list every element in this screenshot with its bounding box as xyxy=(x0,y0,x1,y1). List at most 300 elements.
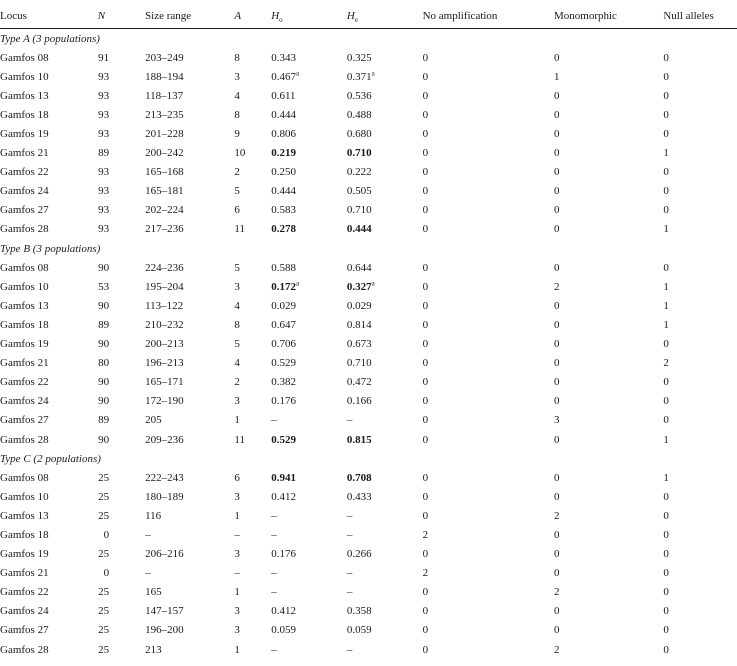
cell-he-value: 0.472 xyxy=(346,376,372,389)
cell-no-amplification: 0 xyxy=(422,108,429,121)
cell-n: 25 xyxy=(98,548,110,561)
cell-monomorphic: 0 xyxy=(554,204,560,217)
cell-null-alleles: 1 xyxy=(663,280,669,293)
cell-he xyxy=(347,220,423,239)
cell-n: 93 xyxy=(98,204,110,217)
cell-monomorphic: 0 xyxy=(554,490,560,503)
cell-a: 8 xyxy=(234,51,240,64)
cell-he-value: 0.673 xyxy=(346,338,372,351)
cell-no-amplification: 0 xyxy=(422,280,429,293)
cell-n: 25 xyxy=(98,643,110,656)
cell-ho-value: 0.588 xyxy=(271,261,296,274)
cell-he-value: 0.059 xyxy=(346,624,372,637)
cell-null-alleles: 0 xyxy=(663,643,669,656)
table-row xyxy=(0,335,737,354)
cell-no-amplification: 0 xyxy=(422,605,429,618)
cell-he-value: 0.433 xyxy=(346,490,372,503)
table-row xyxy=(0,468,737,487)
cell-a: 3 xyxy=(234,395,240,408)
cell-null-alleles: 0 xyxy=(663,624,669,637)
header-a-symbol: A xyxy=(234,10,242,22)
table-row xyxy=(0,48,737,67)
cell-a: 4 xyxy=(234,357,240,370)
cell-n: 80 xyxy=(98,357,110,370)
cell-no-amplification: 0 xyxy=(422,261,429,274)
cell-ho-value: 0.219 xyxy=(271,147,296,160)
table-row xyxy=(0,86,737,105)
section-heading-row xyxy=(0,29,737,49)
cell-n: 93 xyxy=(98,108,110,121)
cell-no-amplification: 0 xyxy=(422,89,429,102)
cell-locus: Gamfos 08 xyxy=(0,261,49,274)
cell-locus: Gamfos 21 xyxy=(0,147,49,160)
cell-he-value: – xyxy=(346,414,353,427)
cell-size-range: 118–137 xyxy=(145,89,184,102)
cell-size-range: 213–235 xyxy=(145,108,184,121)
cell-he xyxy=(347,86,423,105)
table-row xyxy=(0,640,737,659)
cell-ho xyxy=(271,105,347,124)
cell-he-value: – xyxy=(346,586,353,599)
cell-locus: Gamfos 27 xyxy=(0,624,49,637)
cell-ho xyxy=(271,430,347,449)
cell-ho-value: – xyxy=(271,414,277,427)
cell-a: 6 xyxy=(234,471,240,484)
cell-no-amplification: 0 xyxy=(422,147,429,160)
cell-locus: Gamfos 22 xyxy=(0,586,49,599)
cell-ho-value: – xyxy=(271,586,277,599)
cell-no-amplification: 0 xyxy=(422,223,429,236)
cell-he-value: 0.644 xyxy=(346,261,372,274)
cell-ho xyxy=(271,86,347,105)
cell-n: 90 xyxy=(98,338,110,351)
cell-ho-value: 0.172 xyxy=(271,280,296,293)
cell-size-range: 217–236 xyxy=(145,223,184,236)
cell-a: 8 xyxy=(234,108,240,121)
cell-n: 89 xyxy=(98,414,110,427)
cell-null-alleles: 1 xyxy=(663,471,669,484)
table-row xyxy=(0,411,737,430)
section-heading-row xyxy=(0,239,737,258)
cell-n: 25 xyxy=(98,624,110,637)
cell-n: 93 xyxy=(98,89,110,102)
cell-no-amplification: 0 xyxy=(422,166,429,179)
cell-a: 1 xyxy=(234,509,240,522)
cell-monomorphic: 0 xyxy=(554,357,560,370)
cell-he-footnote: a xyxy=(371,69,375,78)
cell-monomorphic: 0 xyxy=(554,624,560,637)
cell-no-amplification: 0 xyxy=(422,548,429,561)
cell-size-range: 201–228 xyxy=(145,128,184,141)
cell-monomorphic: 0 xyxy=(554,318,560,331)
section-title: Type B (3 populations) xyxy=(0,242,101,255)
cell-no-amplification: 0 xyxy=(422,509,429,522)
cell-no-amplification: 0 xyxy=(422,471,429,484)
cell-he-value: 0.325 xyxy=(346,51,372,64)
cell-n: 93 xyxy=(98,166,110,179)
cell-monomorphic: 3 xyxy=(554,414,560,427)
cell-locus: Gamfos 28 xyxy=(0,643,49,656)
cell-n: 90 xyxy=(98,299,110,312)
cell-monomorphic: 0 xyxy=(554,185,560,198)
cell-he xyxy=(347,564,423,583)
cell-ho-value: 0.382 xyxy=(271,376,296,389)
cell-monomorphic: 0 xyxy=(554,166,560,179)
header-he-sub: e xyxy=(354,16,358,25)
cell-size-range: 172–190 xyxy=(145,395,184,408)
cell-size-range: 196–213 xyxy=(145,357,184,370)
cell-he-value: 0.710 xyxy=(346,147,372,160)
cell-ho-value: 0.343 xyxy=(271,51,296,64)
cell-no-amplification: 0 xyxy=(422,299,429,312)
cell-ho-value: 0.250 xyxy=(271,166,296,179)
cell-ho xyxy=(271,258,347,277)
cell-n: 25 xyxy=(98,471,110,484)
header-locus: Locus xyxy=(0,10,27,22)
cell-null-alleles: 1 xyxy=(663,433,669,446)
cell-he xyxy=(347,430,423,449)
cell-monomorphic: 2 xyxy=(554,586,560,599)
cell-a: 4 xyxy=(234,89,240,102)
cell-null-alleles: 0 xyxy=(663,261,669,274)
cell-n: 91 xyxy=(98,51,110,64)
cell-he xyxy=(347,621,423,640)
header-no-amplification: No amplification xyxy=(422,10,498,22)
cell-ho xyxy=(271,373,347,392)
cell-null-alleles: 0 xyxy=(663,185,669,198)
cell-ho xyxy=(271,583,347,602)
cell-size-range: 113–122 xyxy=(145,299,184,312)
cell-n: 93 xyxy=(98,128,110,141)
cell-ho xyxy=(271,48,347,67)
cell-a: – xyxy=(234,528,240,541)
cell-monomorphic: 0 xyxy=(554,471,560,484)
cell-null-alleles: 0 xyxy=(663,166,669,179)
cell-monomorphic: 0 xyxy=(554,147,560,160)
cell-he xyxy=(347,277,423,296)
cell-ho-value: 0.059 xyxy=(271,624,296,637)
cell-he xyxy=(347,487,423,506)
cell-null-alleles: 0 xyxy=(663,490,669,503)
cell-monomorphic: 0 xyxy=(554,548,560,561)
cell-monomorphic: 2 xyxy=(554,643,560,656)
cell-null-alleles: 1 xyxy=(663,299,669,312)
cell-size-range: 116 xyxy=(145,509,162,522)
cell-he xyxy=(347,105,423,124)
cell-null-alleles: 0 xyxy=(663,51,669,64)
cell-he-value: 0.266 xyxy=(346,548,372,561)
cell-size-range: 165–181 xyxy=(145,185,184,198)
cell-monomorphic: 0 xyxy=(554,261,560,274)
header-row xyxy=(0,4,737,29)
cell-ho xyxy=(271,525,347,544)
cell-a: 9 xyxy=(234,128,240,141)
cell-null-alleles: 0 xyxy=(663,108,669,121)
header-monomorphic: Monomorphic xyxy=(554,10,617,22)
cell-ho xyxy=(271,220,347,239)
cell-ho-value: 0.941 xyxy=(271,471,296,484)
cell-locus: Gamfos 24 xyxy=(0,605,49,618)
cell-he xyxy=(347,411,423,430)
cell-null-alleles: 0 xyxy=(663,70,669,83)
table-row xyxy=(0,163,737,182)
cell-he xyxy=(347,163,423,182)
cell-a: 3 xyxy=(234,490,240,503)
cell-ho-value: 0.444 xyxy=(271,108,296,121)
cell-n: 90 xyxy=(98,376,110,389)
cell-monomorphic: 0 xyxy=(554,338,560,351)
cell-ho xyxy=(271,67,347,86)
header-null-alleles: Null alleles xyxy=(663,10,714,22)
cell-locus: Gamfos 24 xyxy=(0,185,49,198)
cell-monomorphic: 0 xyxy=(554,108,560,121)
cell-n: 53 xyxy=(98,280,110,293)
cell-ho-value: 0.583 xyxy=(271,204,296,217)
cell-a: 3 xyxy=(234,605,240,618)
cell-he xyxy=(347,373,423,392)
cell-no-amplification: 0 xyxy=(422,185,429,198)
cell-locus: Gamfos 18 xyxy=(0,108,49,121)
cell-size-range: 188–194 xyxy=(145,70,184,83)
cell-locus: Gamfos 22 xyxy=(0,166,49,179)
cell-he-value: 0.708 xyxy=(346,471,372,484)
cell-ho-value: 0.412 xyxy=(271,605,296,618)
cell-size-range: 209–236 xyxy=(145,433,184,446)
cell-size-range: 195–204 xyxy=(145,280,184,293)
cell-he xyxy=(347,182,423,201)
cell-he xyxy=(347,67,423,86)
header-ho-symbol: H xyxy=(271,10,280,22)
cell-monomorphic: 0 xyxy=(554,223,560,236)
cell-a: 3 xyxy=(234,70,240,83)
cell-he-value: 0.488 xyxy=(346,108,372,121)
table-row xyxy=(0,583,737,602)
cell-n: 90 xyxy=(98,261,110,274)
cell-a: 4 xyxy=(234,299,240,312)
cell-size-range: 180–189 xyxy=(145,490,184,503)
cell-size-range: 200–242 xyxy=(145,147,184,160)
cell-he xyxy=(347,296,423,315)
cell-null-alleles: 0 xyxy=(663,605,669,618)
cell-he-value: 0.371 xyxy=(346,70,372,83)
cell-ho-value: 0.611 xyxy=(271,89,296,102)
header-n xyxy=(98,4,145,29)
cell-no-amplification: 0 xyxy=(422,51,429,64)
section-title: Type C (2 populations) xyxy=(0,452,101,465)
cell-monomorphic: 0 xyxy=(554,89,560,102)
section-title: Type A (3 populations) xyxy=(0,32,100,45)
cell-ho-value: 0.029 xyxy=(271,299,296,312)
cell-n: 93 xyxy=(98,70,110,83)
cell-ho-value: – xyxy=(271,509,277,522)
cell-ho xyxy=(271,545,347,564)
table-row xyxy=(0,487,737,506)
cell-ho-value: 0.278 xyxy=(271,223,296,236)
cell-he-value: 0.815 xyxy=(346,433,372,446)
cell-a: 1 xyxy=(234,414,240,427)
cell-ho-value: – xyxy=(271,567,277,580)
cell-ho xyxy=(271,564,347,583)
cell-ho xyxy=(271,354,347,373)
cell-ho xyxy=(271,506,347,525)
cell-ho xyxy=(271,124,347,143)
cell-ho xyxy=(271,411,347,430)
cell-size-range: 203–249 xyxy=(145,51,184,64)
cell-he-value: – xyxy=(346,528,353,541)
table-row xyxy=(0,296,737,315)
cell-locus: Gamfos 28 xyxy=(0,223,49,236)
cell-locus: Gamfos 13 xyxy=(0,299,49,312)
section-heading-row xyxy=(0,449,737,468)
cell-he xyxy=(347,602,423,621)
cell-he xyxy=(347,124,423,143)
cell-ho xyxy=(271,602,347,621)
cell-n: 90 xyxy=(98,395,110,408)
table-row xyxy=(0,144,737,163)
cell-n: 0 xyxy=(103,528,110,541)
header-a xyxy=(234,4,271,29)
cell-locus: Gamfos 22 xyxy=(0,376,49,389)
table-row xyxy=(0,373,737,392)
cell-monomorphic: 0 xyxy=(554,605,560,618)
cell-a: 11 xyxy=(234,223,246,236)
cell-he xyxy=(347,583,423,602)
cell-size-range: 147–157 xyxy=(145,605,184,618)
cell-ho xyxy=(271,144,347,163)
cell-n: 25 xyxy=(98,605,110,618)
cell-locus: Gamfos 18 xyxy=(0,528,49,541)
cell-a: 2 xyxy=(234,376,240,389)
cell-locus: Gamfos 21 xyxy=(0,357,49,370)
cell-n: 93 xyxy=(98,223,110,236)
cell-ho xyxy=(271,468,347,487)
cell-locus: Gamfos 21 xyxy=(0,567,49,580)
cell-a: 6 xyxy=(234,204,240,217)
cell-a: 1 xyxy=(234,586,240,599)
cell-locus: Gamfos 27 xyxy=(0,204,49,217)
table-row xyxy=(0,564,737,583)
cell-a: 2 xyxy=(234,166,240,179)
cell-no-amplification: 0 xyxy=(422,433,429,446)
cell-locus: Gamfos 10 xyxy=(0,280,49,293)
cell-no-amplification: 0 xyxy=(422,414,429,427)
table-row xyxy=(0,124,737,143)
cell-a: 11 xyxy=(234,433,246,446)
cell-null-alleles: 0 xyxy=(663,89,669,102)
table-body xyxy=(0,29,737,660)
cell-he-value: 0.222 xyxy=(346,166,372,179)
locus-diversity-table xyxy=(0,4,737,659)
cell-he xyxy=(347,144,423,163)
cell-no-amplification: 0 xyxy=(422,395,429,408)
cell-locus: Gamfos 13 xyxy=(0,509,49,522)
cell-he xyxy=(347,48,423,67)
cell-null-alleles: 0 xyxy=(663,528,669,541)
cell-ho-value: 0.467 xyxy=(271,70,296,83)
cell-a: 5 xyxy=(234,261,240,274)
table-row xyxy=(0,201,737,220)
cell-ho-value: 0.529 xyxy=(271,433,296,446)
cell-null-alleles: 0 xyxy=(663,586,669,599)
cell-null-alleles: 1 xyxy=(663,223,669,236)
cell-locus: Gamfos 08 xyxy=(0,471,49,484)
cell-ho-footnote: a xyxy=(295,69,300,78)
cell-null-alleles: 0 xyxy=(663,128,669,141)
cell-no-amplification: 0 xyxy=(422,318,429,331)
header-ho-sub: o xyxy=(279,16,283,25)
table-row xyxy=(0,354,737,373)
cell-monomorphic: 0 xyxy=(554,528,560,541)
cell-n: 25 xyxy=(98,586,110,599)
cell-null-alleles: 0 xyxy=(663,414,669,427)
cell-ho-value: 0.806 xyxy=(271,128,296,141)
table-row xyxy=(0,602,737,621)
cell-a: 8 xyxy=(234,318,240,331)
cell-locus: Gamfos 24 xyxy=(0,395,49,408)
table-row xyxy=(0,392,737,411)
cell-no-amplification: 0 xyxy=(422,490,429,503)
cell-monomorphic: 0 xyxy=(554,567,560,580)
cell-size-range: 196–200 xyxy=(145,624,184,637)
cell-monomorphic: 0 xyxy=(554,433,560,446)
cell-monomorphic: 0 xyxy=(554,299,560,312)
cell-monomorphic: 0 xyxy=(554,376,560,389)
cell-he-value: 0.536 xyxy=(346,89,372,102)
cell-monomorphic: 0 xyxy=(554,395,560,408)
cell-ho xyxy=(271,296,347,315)
cell-he xyxy=(347,525,423,544)
cell-he xyxy=(347,468,423,487)
cell-no-amplification: 0 xyxy=(422,643,429,656)
cell-size-range: 165 xyxy=(145,586,162,599)
cell-a: 3 xyxy=(234,280,240,293)
cell-no-amplification: 0 xyxy=(422,357,429,370)
cell-a: 1 xyxy=(234,643,240,656)
cell-size-range: 165–171 xyxy=(145,376,184,389)
table-row xyxy=(0,621,737,640)
cell-a: 5 xyxy=(234,185,240,198)
cell-size-range: 210–232 xyxy=(145,318,184,331)
cell-monomorphic: 0 xyxy=(554,128,560,141)
table-row xyxy=(0,430,737,449)
cell-locus: Gamfos 19 xyxy=(0,338,49,351)
cell-null-alleles: 0 xyxy=(663,376,669,389)
cell-size-range: 205 xyxy=(145,414,162,427)
cell-ho-value: 0.412 xyxy=(271,490,296,503)
cell-no-amplification: 2 xyxy=(422,567,429,580)
cell-ho-value: 0.444 xyxy=(271,185,296,198)
cell-size-range: 206–216 xyxy=(145,548,184,561)
cell-ho xyxy=(271,335,347,354)
cell-n: 89 xyxy=(98,147,110,160)
cell-ho-value: 0.176 xyxy=(271,395,296,408)
cell-locus: Gamfos 10 xyxy=(0,490,49,503)
cell-ho xyxy=(271,621,347,640)
cell-no-amplification: 0 xyxy=(422,128,429,141)
cell-he-value: 0.444 xyxy=(346,223,372,236)
cell-he xyxy=(347,545,423,564)
cell-monomorphic: 1 xyxy=(554,70,560,83)
cell-he-value: – xyxy=(346,643,353,656)
cell-ho xyxy=(271,182,347,201)
cell-null-alleles: 2 xyxy=(663,357,669,370)
table-header xyxy=(0,4,737,29)
header-n-symbol: N xyxy=(97,10,106,22)
cell-size-range: 213 xyxy=(145,643,162,656)
cell-locus: Gamfos 08 xyxy=(0,51,49,64)
cell-ho xyxy=(271,315,347,334)
cell-no-amplification: 0 xyxy=(422,204,429,217)
